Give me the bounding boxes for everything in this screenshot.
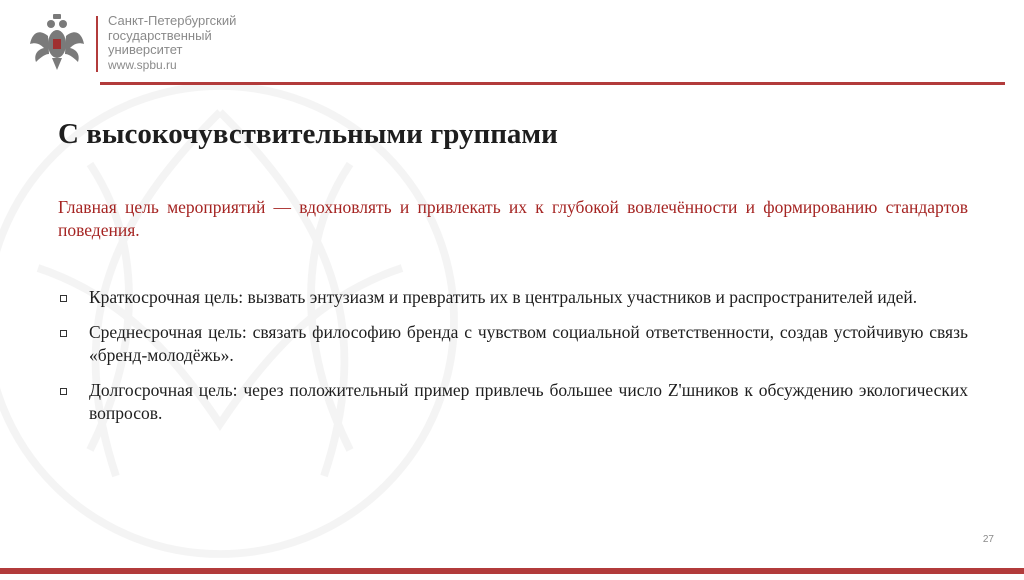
page-number: 27 [982,534,994,545]
list-item-text: Долгосрочная цель: через положительный пример привлечь большее число Z'шников к обсуждению экологических вопросов. [89,379,968,423]
lead-paragraph: Главная цель мероприятий — вдохновлять и привлекать их к глубокой вовлечённости и формированию стандартов поведения. [58,197,968,240]
university-name-line: государственный [108,27,212,43]
slide-title: С высокочувствительными группами [58,118,558,150]
square-bullet-icon [60,295,67,302]
list-item-text: Краткосрочная цель: вызвать энтузиазм и превратить их в центральных участников и распространителей идей. [89,287,918,307]
list-item [58,321,968,368]
list-item-text: Среднесрочная цель: связать философию бренда с чувством социальной ответственности, создав устойчивую связь «бренд-молодёжь». [89,321,968,365]
spbu-crest-icon [30,14,84,72]
list-item [58,286,968,310]
goal-list [58,286,968,437]
university-website: www.spbu.ru [108,57,177,72]
square-bullet-icon [60,388,67,395]
footer-rule [0,568,1024,574]
header-divider [96,16,98,72]
list-item [58,379,968,426]
university-name [108,14,236,72]
university-name-line: Санкт-Петербургский [108,13,237,28]
university-name-line: университет [108,42,183,57]
university-header [30,14,236,80]
square-bullet-icon [60,330,67,337]
header-rule [100,82,1005,85]
